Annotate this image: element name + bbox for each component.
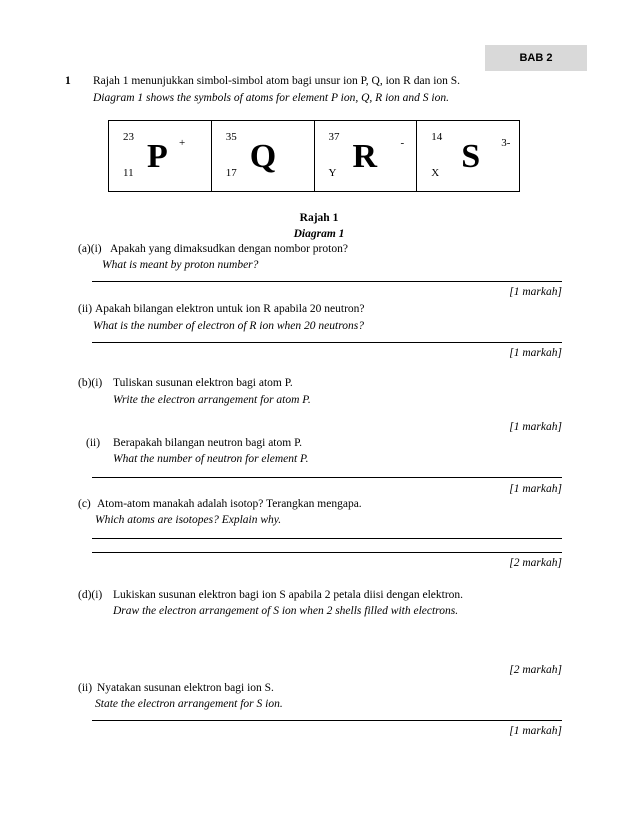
symbol-cell-q	[211, 121, 314, 192]
part-label: (ii)	[78, 303, 93, 315]
question-text-ms: Apakah bilangan elektron untuk ion R apabila 20 neutron?	[95, 303, 365, 315]
atomic-number: 11	[123, 167, 134, 179]
question-intro-en: Diagram 1 shows the symbols of atoms for element P ion, Q, R ion and S ion.	[93, 92, 449, 104]
marks-label: [1 markah]	[509, 347, 562, 359]
marks-label: [2 markah]	[509, 557, 562, 569]
question-text-en: Draw the electron arrangement of S ion when 2 shells filled with electrons.	[113, 605, 459, 617]
part-label: (ii)	[78, 682, 93, 694]
question-intro-ms: Rajah 1 menunjukkan simbol-simbol atom bagi unsur ion P, Q, ion R dan ion S.	[93, 75, 461, 87]
part-label: (c)	[78, 498, 91, 510]
question-text-en: What is the number of electron of R ion when 20 neutrons?	[93, 320, 364, 332]
symbol-cell-r	[314, 121, 417, 192]
symbol-cell-s	[417, 121, 520, 192]
atomic-number: X	[431, 167, 440, 179]
question-text-en: Write the electron arrangement for atom P.	[113, 394, 311, 406]
part-label: (a)(i)	[78, 243, 102, 255]
element-letter: S	[461, 138, 481, 175]
mass-number: 14	[431, 131, 443, 143]
part-label: (d)(i)	[78, 589, 103, 601]
ion-charge: 3-	[501, 137, 511, 149]
question-text-en: What is meant by proton number?	[102, 259, 259, 271]
question-text-ms: Lukiskan susunan elektron bagi ion S apabila 2 petala diisi dengan elektron.	[113, 589, 464, 601]
answer-line[interactable]	[92, 538, 562, 539]
mass-number: 37	[328, 131, 340, 143]
question-text-ms: Berapakah bilangan neutron bagi atom P.	[113, 437, 303, 449]
answer-line[interactable]	[92, 342, 562, 343]
marks-label: [1 markah]	[509, 725, 562, 737]
question-text-en: State the electron arrangement for S ion.	[95, 698, 283, 710]
marks-label: [2 markah]	[509, 664, 562, 676]
atomic-number: Y	[328, 167, 337, 179]
element-letter: P	[147, 138, 168, 175]
marks-label: [1 markah]	[509, 286, 562, 298]
answer-line[interactable]	[92, 552, 562, 553]
question-text-en: Which atoms are isotopes? Explain why.	[95, 514, 282, 526]
question-number: 1	[65, 75, 71, 87]
atom-symbol-table	[108, 120, 520, 192]
question-text-ms: Atom-atom manakah adalah isotop? Terangkan mengapa.	[97, 498, 362, 510]
marks-label: [1 markah]	[509, 483, 562, 495]
question-text-en: What the number of neutron for element P.	[113, 453, 309, 465]
mass-number: 23	[123, 131, 134, 143]
diagram-caption-ms: Rajah 1	[299, 212, 339, 224]
part-label: (b)(i)	[78, 377, 103, 389]
answer-line[interactable]	[92, 281, 562, 282]
ion-charge: -	[400, 137, 405, 149]
element-letter: Q	[249, 138, 277, 175]
question-text-ms: Apakah yang dimaksudkan dengan nombor proton?	[110, 243, 348, 255]
symbol-cell-p	[109, 121, 212, 192]
ion-charge: +	[179, 137, 186, 149]
answer-line[interactable]	[92, 477, 562, 478]
diagram-caption-en: Diagram 1	[293, 228, 345, 240]
atomic-number: 17	[225, 167, 237, 179]
chapter-badge: BAB 2	[485, 45, 587, 71]
element-letter: R	[352, 138, 378, 175]
question-text-ms: Nyatakan susunan elektron bagi ion S.	[97, 682, 274, 694]
mass-number: 35	[225, 131, 237, 143]
marks-label: [1 markah]	[509, 421, 562, 433]
question-text-ms: Tuliskan susunan elektron bagi atom P.	[113, 377, 293, 389]
answer-line[interactable]	[92, 720, 562, 721]
part-label: (ii)	[86, 437, 101, 449]
